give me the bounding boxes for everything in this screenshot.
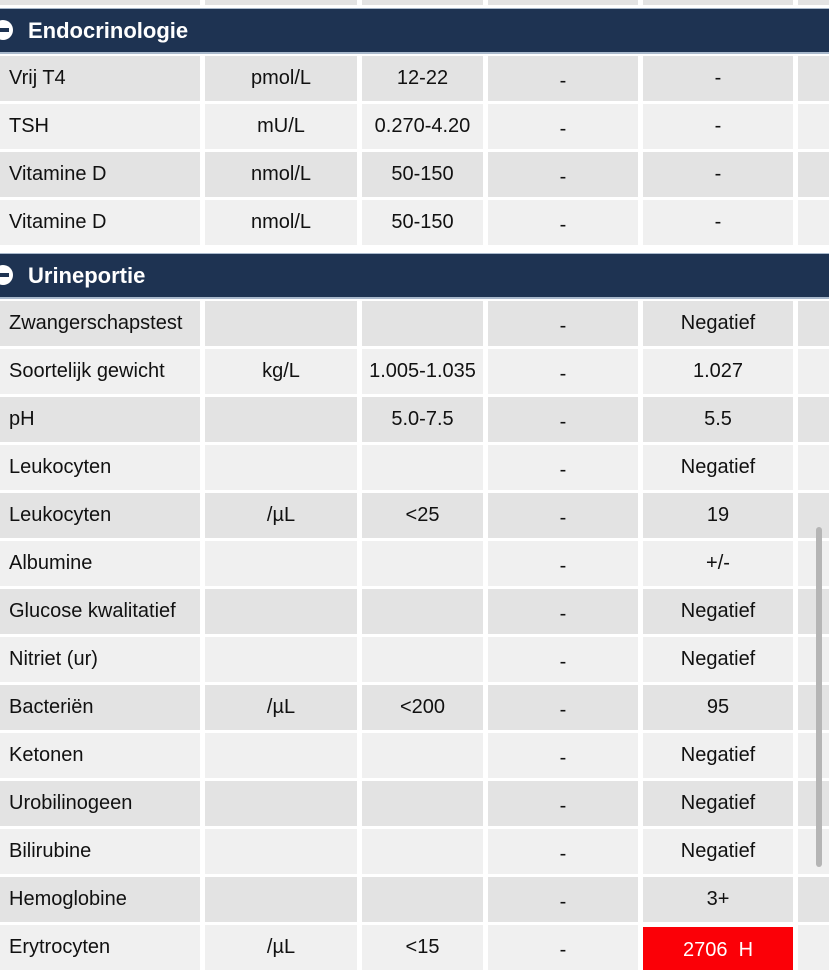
reference-range-cell	[362, 781, 483, 826]
reference-range-cell	[362, 733, 483, 778]
collapse-minus-icon[interactable]	[0, 265, 13, 285]
unit-cell	[205, 877, 357, 922]
test-name-cell	[0, 733, 200, 778]
test-name-cell	[0, 589, 200, 634]
reference-range-cell: 5.0-7.5	[362, 397, 483, 442]
reference-range-cell: <25	[362, 493, 483, 538]
test-name-cell	[0, 493, 200, 538]
test-name-cell-text: Bacteriën	[9, 696, 94, 718]
previous-result-cell-text: -	[559, 166, 567, 188]
result-cell: Negatief	[643, 781, 793, 826]
test-name-cell-text: TSH	[9, 115, 49, 137]
test-name-cell-text: Nitriet (ur)	[9, 648, 98, 670]
extra-column-cell	[798, 200, 829, 245]
table-row[interactable]	[0, 637, 829, 685]
test-name-cell	[0, 781, 200, 826]
test-name-cell	[0, 685, 200, 730]
reference-range-cell	[362, 637, 483, 682]
previous-result-cell-text: -	[559, 411, 567, 433]
result-cell: Negatief	[643, 733, 793, 778]
unit-cell	[205, 301, 357, 346]
extra-column-cell	[798, 349, 829, 394]
test-name-cell	[0, 397, 200, 442]
previous-result-cell	[488, 829, 638, 874]
unit-cell: kg/L	[205, 349, 357, 394]
unit-cell	[205, 781, 357, 826]
previous-result-cell-text: -	[559, 939, 567, 961]
reference-range-cell: 0.270-4.20	[362, 104, 483, 149]
result-cell: -	[643, 200, 793, 245]
previous-result-cell-text: -	[559, 214, 567, 236]
previous-result-cell	[488, 589, 638, 634]
previous-result-cell	[488, 637, 638, 682]
previous-result-cell-text: -	[559, 459, 567, 481]
result-cell: -	[643, 104, 793, 149]
extra-column-cell	[798, 541, 829, 586]
reference-range-cell	[362, 877, 483, 922]
unit-cell: /µL	[205, 925, 357, 970]
test-name-cell-text: Soortelijk gewicht	[9, 360, 165, 382]
high-flag: H	[738, 939, 754, 961]
previous-result-cell-text: -	[559, 747, 567, 769]
previous-result-cell	[488, 56, 638, 101]
test-name-cell-text: pH	[9, 408, 35, 430]
test-name-cell	[0, 56, 200, 101]
test-name-cell-text: Vrij T4	[9, 67, 66, 89]
table-row[interactable]	[0, 349, 829, 397]
previous-result-cell-text: -	[559, 603, 567, 625]
collapse-minus-icon[interactable]	[0, 20, 13, 40]
test-name-cell-text: Bilirubine	[9, 840, 92, 862]
result-cell: 5.5	[643, 397, 793, 442]
result-cell: Negatief	[643, 637, 793, 682]
table-row[interactable]	[0, 781, 829, 829]
test-name-cell-text: Leukocyten	[9, 456, 112, 478]
previous-result-cell-text: -	[559, 651, 567, 673]
test-name-cell	[0, 445, 200, 490]
extra-column-cell	[798, 829, 829, 874]
previous-result-cell-text: -	[559, 507, 567, 529]
result-cell: 19	[643, 493, 793, 538]
previous-result-cell-text: -	[559, 555, 567, 577]
extra-column-cell	[798, 152, 829, 197]
previous-result-cell-text: -	[559, 699, 567, 721]
test-name-cell	[0, 829, 200, 874]
result-cell: -	[643, 56, 793, 101]
test-name-cell	[0, 152, 200, 197]
test-name-cell	[0, 349, 200, 394]
extra-column-cell	[798, 445, 829, 490]
result-cell: Negatief	[643, 589, 793, 634]
table-row[interactable]	[0, 877, 829, 925]
previous-result-cell	[488, 152, 638, 197]
extra-column-cell	[798, 301, 829, 346]
previous-result-cell	[488, 781, 638, 826]
table-row[interactable]	[0, 301, 829, 349]
previous-result-cell	[488, 493, 638, 538]
previous-result-cell	[488, 925, 638, 970]
unit-cell: /µL	[205, 493, 357, 538]
table-row[interactable]	[0, 152, 829, 200]
reference-range-cell	[362, 301, 483, 346]
extra-column-cell	[798, 733, 829, 778]
previous-result-cell	[488, 301, 638, 346]
previous-result-cell-text: -	[559, 363, 567, 385]
test-name-cell-text: Leukocyten	[9, 504, 112, 526]
section-title: Endocrinologie	[28, 18, 189, 43]
reference-range-cell: 12-22	[362, 56, 483, 101]
unit-cell	[205, 637, 357, 682]
table-row[interactable]	[0, 733, 829, 781]
previous-result-cell	[488, 349, 638, 394]
reference-range-cell: 1.005-1.035	[362, 349, 483, 394]
extra-column-cell	[798, 925, 829, 970]
scrollbar[interactable]	[816, 527, 822, 867]
extra-column-cell	[798, 56, 829, 101]
test-name-cell	[0, 541, 200, 586]
table-row[interactable]	[0, 397, 829, 445]
table-row[interactable]	[0, 589, 829, 637]
previous-result-cell-text: -	[559, 795, 567, 817]
previous-result-cell-text: -	[559, 70, 567, 92]
unit-cell: nmol/L	[205, 152, 357, 197]
extra-column-cell	[798, 685, 829, 730]
previous-result-cell	[488, 104, 638, 149]
table-row[interactable]	[0, 200, 829, 248]
test-name-cell	[0, 301, 200, 346]
unit-cell: mU/L	[205, 104, 357, 149]
unit-cell: /µL	[205, 685, 357, 730]
unit-cell	[205, 733, 357, 778]
previous-result-cell	[488, 877, 638, 922]
reference-range-cell: 50-150	[362, 152, 483, 197]
test-name-cell	[0, 637, 200, 682]
result-cell: -	[643, 152, 793, 197]
result-value: 2706	[682, 939, 728, 961]
previous-result-cell	[488, 541, 638, 586]
table-row[interactable]	[0, 685, 829, 733]
section-header[interactable]	[0, 8, 829, 54]
result-cell: +/-	[643, 541, 793, 586]
unit-cell	[205, 397, 357, 442]
test-name-cell	[0, 104, 200, 149]
extra-column-cell	[798, 781, 829, 826]
result-cell: 95	[643, 685, 793, 730]
previous-result-cell	[488, 685, 638, 730]
unit-cell	[205, 445, 357, 490]
unit-cell	[205, 829, 357, 874]
extra-column-cell	[798, 104, 829, 149]
previous-result-cell	[488, 200, 638, 245]
result-cell: Negatief	[643, 829, 793, 874]
extra-column-cell	[798, 637, 829, 682]
reference-range-cell	[362, 589, 483, 634]
section-title: Urineportie	[28, 263, 146, 288]
section-header[interactable]	[0, 253, 829, 299]
result-cell: 1.027	[643, 349, 793, 394]
extra-column-cell	[798, 877, 829, 922]
result-cell: Negatief	[643, 445, 793, 490]
table-row[interactable]	[0, 829, 829, 877]
test-name-cell-text: Erytrocyten	[9, 936, 111, 958]
test-name-cell-text: Hemoglobine	[9, 888, 127, 910]
test-name-cell	[0, 200, 200, 245]
test-name-cell-text: Vitamine D	[9, 211, 107, 233]
previous-row-remnant	[0, 0, 829, 7]
result-cell	[643, 925, 793, 970]
table-row[interactable]	[0, 104, 829, 152]
previous-result-cell	[488, 733, 638, 778]
result-cell: Negatief	[643, 301, 793, 346]
unit-cell: pmol/L	[205, 56, 357, 101]
reference-range-cell	[362, 829, 483, 874]
previous-result-cell	[488, 397, 638, 442]
reference-range-cell	[362, 445, 483, 490]
reference-range-cell: 50-150	[362, 200, 483, 245]
extra-column-cell	[798, 493, 829, 538]
table-row[interactable]	[0, 445, 829, 493]
previous-result-cell-text: -	[559, 843, 567, 865]
test-name-cell-text: Albumine	[9, 552, 93, 574]
table-row[interactable]	[0, 925, 829, 973]
table-row[interactable]	[0, 493, 829, 541]
test-name-cell-text: Vitamine D	[9, 163, 107, 185]
test-name-cell-text: Urobilinogeen	[9, 792, 133, 814]
table-row[interactable]	[0, 56, 829, 104]
previous-result-cell	[488, 445, 638, 490]
extra-column-cell	[798, 589, 829, 634]
reference-range-cell: <15	[362, 925, 483, 970]
unit-cell: nmol/L	[205, 200, 357, 245]
unit-cell	[205, 541, 357, 586]
test-name-cell-text: Glucose kwalitatief	[9, 600, 176, 622]
test-name-cell	[0, 925, 200, 970]
result-cell: 3+	[643, 877, 793, 922]
previous-result-cell-text: -	[559, 315, 567, 337]
test-name-cell	[0, 877, 200, 922]
test-name-cell-text: Zwangerschapstest	[9, 312, 183, 334]
previous-result-cell-text: -	[559, 891, 567, 913]
reference-range-cell: <200	[362, 685, 483, 730]
unit-cell	[205, 589, 357, 634]
previous-result-cell-text: -	[559, 118, 567, 140]
test-name-cell-text: Ketonen	[9, 744, 84, 766]
extra-column-cell	[798, 397, 829, 442]
reference-range-cell	[362, 541, 483, 586]
table-row[interactable]	[0, 541, 829, 589]
